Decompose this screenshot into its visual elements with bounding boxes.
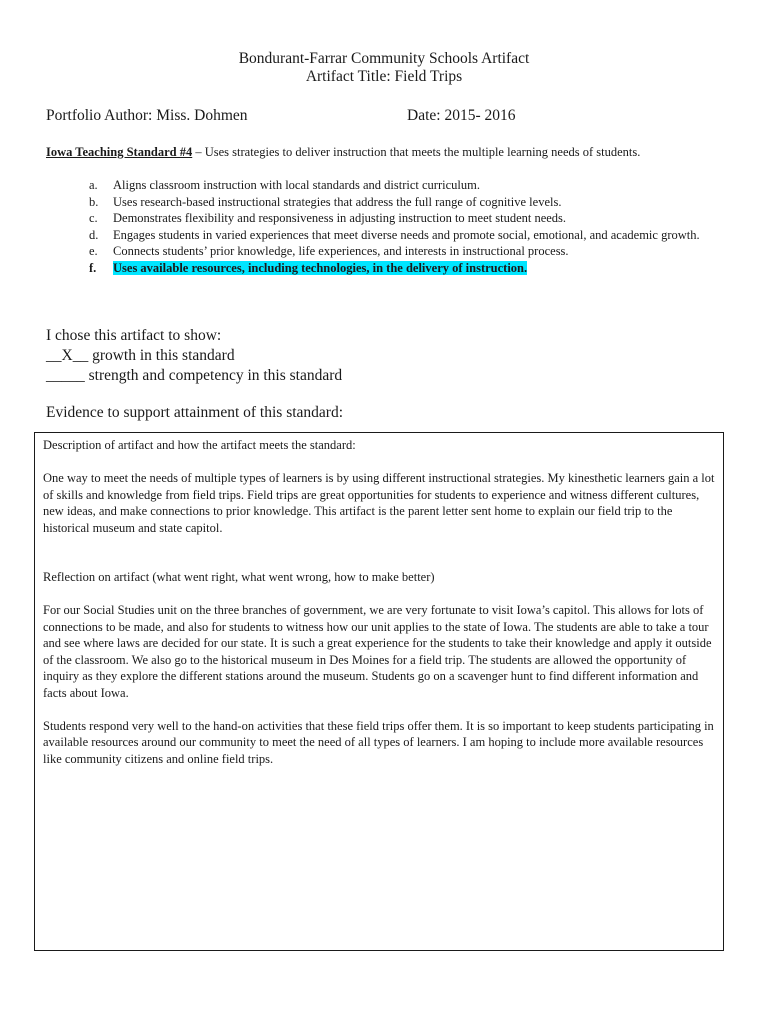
reflection-paragraph: For our Social Studies unit on the three branches of government, we are very fortunate to visit Iowa’s capitol. This allows for lots of connections to be made, and also for students to witness how our unit applies to the state of Iowa. The students are able to take a tour and see where laws are decided for our state. It is such a great experience for the students to take their knowledge and apply it outside of the classroom. We also go to the historical museum in Des Moines for a field trip. The students are allowed the opportunity of inquiry as they explore the different stations around the museum. Students go on a scavenger hunt to find different information and facts about Iowa. [43,603,712,700]
evidence-heading: Evidence to support attainment of this standard: [46,404,344,421]
standard-item [89,227,729,244]
item-marker: e. [89,244,98,258]
standard-item-highlighted [89,260,729,277]
standard-item [89,194,729,211]
item-marker: a. [89,178,98,192]
description-heading: Description of artifact and how the artifact meets the standard: [43,438,356,452]
reflection-paragraph: Students respond very well to the hand-on activities that these field trips offer them. It is so important to keep students participating in available resources around our community to meet the need of all types of learners. I am hoping to include more available resources like community citizens and online field trips. [43,718,714,766]
portfolio-author: Portfolio Author: Miss. Dohmen [46,107,248,124]
choice-growth: __X__ growth in this standard [46,347,235,364]
item-text: Aligns classroom instruction with local standards and district curriculum. [113,178,480,192]
item-marker: f. [89,260,97,275]
artifact-title: Artifact Title: Field Trips [305,68,463,85]
standard-item [89,177,729,194]
choice-strength: _____ strength and competency in this standard [46,367,343,384]
description-body: One way to meet the needs of multiple types of learners is by using different instructional strategies. My kinesthetic learners gain a lot of skills and knowledge from field trips. Field trips are great opportunities for students to experience and witness different cultures, new ideas, and make connections to prior knowledge. This artifact is the parent letter sent home to explain our field trip to the historical museum and state capitol. [43,471,715,535]
item-text: Demonstrates flexibility and responsiveness in adjusting instruction to meet student needs. [113,211,567,225]
item-marker: c. [89,211,98,225]
evidence-box [34,432,724,951]
standard-text: – Uses strategies to deliver instruction that meets the multiple learning needs of students. [192,145,641,159]
standard-label: Iowa Teaching Standard #4 [46,145,193,159]
reflection-heading: Reflection on artifact (what went right, what went wrong, how to make better) [43,570,435,584]
item-text: Engages students in varied experiences that meet diverse needs and promote social, emotional, and academic growth. [113,227,700,242]
item-text-highlighted: Uses available resources, including technologies, in the delivery of instruction. [113,260,528,275]
document-header [0,50,768,86]
standard-item [89,243,729,260]
item-marker: d. [89,227,99,242]
item-text: Connects students’ prior knowledge, life experiences, and interests in instructional process. [113,244,569,258]
header-title: Bondurant-Farrar Community Schools Artifact [238,50,530,67]
standard-item [89,210,729,227]
item-text: Uses research-based instructional strategies that address the full range of cognitive levels. [113,194,562,209]
item-marker: b. [89,194,99,209]
standard-items [89,177,729,276]
choice-prompt: I chose this artifact to show: [46,327,222,344]
date: Date: 2015- 2016 [407,107,516,124]
artifact-choice [46,326,342,386]
teaching-standard [46,145,640,160]
